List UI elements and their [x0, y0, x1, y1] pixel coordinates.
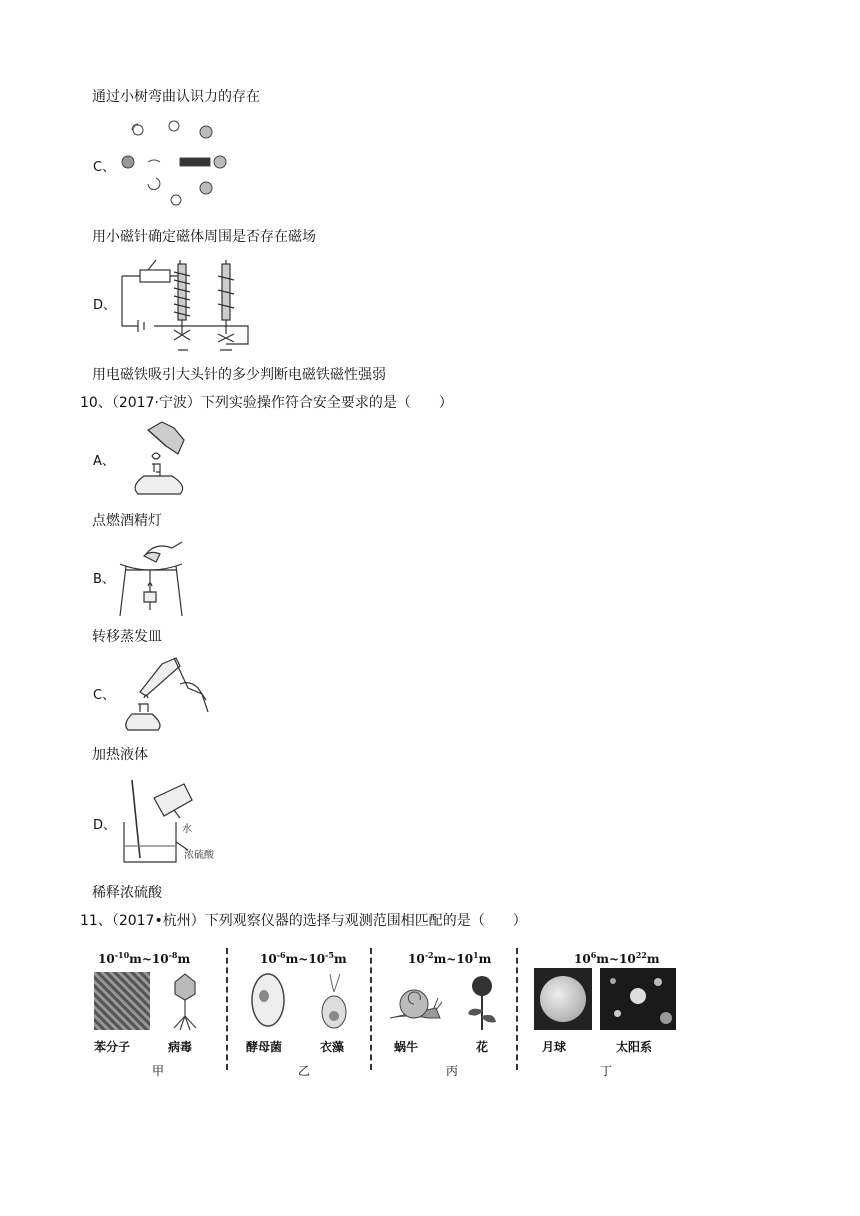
- divider: [226, 948, 228, 1070]
- q10-number: 10、: [80, 395, 112, 411]
- water-label: 水: [182, 824, 192, 835]
- q11-stem-line: [80, 912, 527, 930]
- virus-image: [168, 972, 202, 1032]
- observation-range-figure: [88, 944, 688, 1079]
- q11-number: 11、: [80, 913, 112, 929]
- item-solar-system: 太阳系: [616, 1040, 653, 1054]
- q10-option-b-caption: 转移蒸发皿: [92, 629, 162, 645]
- item-yeast: 酵母菌: [246, 1040, 283, 1054]
- divider: [516, 948, 518, 1070]
- q9-option-d-caption: 用电磁铁吸引大头针的多少判断电磁铁磁性强弱: [92, 367, 386, 383]
- flower-image: [462, 972, 502, 1032]
- evaporating-dish-transfer-figure: [116, 540, 186, 620]
- q9-option-c-label: C、: [93, 160, 116, 175]
- q10-stem-line: [80, 394, 453, 412]
- range-label-ding: $10^6m\sim 10^{22}m$: [574, 950, 660, 966]
- group-name-bing: 丙: [446, 1064, 459, 1078]
- snail-image: [388, 984, 442, 1024]
- q10-option-d-caption: 稀释浓硫酸: [92, 885, 162, 901]
- group-name-jia: 甲: [152, 1064, 165, 1078]
- q11-stem: （2017•杭州）下列观察仪器的选择与观测范围相匹配的是（ ）: [111, 913, 527, 929]
- item-virus: 病毒: [168, 1040, 193, 1054]
- q10-option-a-caption: 点燃酒精灯: [92, 513, 162, 529]
- item-moon: 月球: [542, 1040, 567, 1054]
- q10-option-b-label: B、: [93, 572, 115, 587]
- item-snail: 蜗牛: [394, 1040, 419, 1054]
- q10-stem: （2017·宁波）下列实验操作符合安全要求的是（ ）: [111, 395, 453, 411]
- q10-option-c-label: C、: [93, 688, 116, 703]
- diluting-acid-figure: [118, 776, 228, 870]
- heating-liquid-figure: [118, 654, 210, 734]
- group-name-yi: 乙: [298, 1064, 311, 1078]
- q9-option-c-caption: 用小磁针确定磁体周围是否存在磁场: [92, 229, 316, 245]
- q10-option-c-caption: 加热液体: [92, 747, 148, 763]
- solar-system-image: [600, 968, 676, 1030]
- q9-option-b-caption: 通过小树弯曲认识力的存在: [92, 89, 260, 105]
- range-label-yi: $10^{-6}m\sim 10^{-5}m$: [260, 950, 347, 966]
- item-flower: 花: [476, 1040, 489, 1054]
- chlamydomonas-image: [316, 972, 352, 1032]
- range-label-jia: $10^{-10}m\sim 10^{-8}m$: [98, 950, 191, 966]
- range-label-bing: $10^{-2}m\sim 10^1m$: [408, 950, 492, 966]
- q10-option-d-label: D、: [93, 818, 117, 833]
- concentrated-acid-label: 浓硫酸: [184, 850, 214, 861]
- compass-needles-figure: [118, 118, 234, 210]
- moon-image: [534, 968, 592, 1030]
- group-name-ding: 丁: [600, 1064, 613, 1078]
- electromagnet-circuit-figure: [118, 254, 250, 358]
- item-benzene: 苯分子: [94, 1040, 131, 1054]
- benzene-molecule-image: [94, 972, 150, 1030]
- divider: [370, 948, 372, 1070]
- q9-option-d-label: D、: [93, 298, 117, 313]
- alcohol-lamp-lighting-figure: [122, 420, 198, 500]
- yeast-image: [248, 968, 288, 1032]
- q10-option-a-label: A、: [93, 454, 115, 469]
- item-chlamydomonas: 衣藻: [320, 1040, 345, 1054]
